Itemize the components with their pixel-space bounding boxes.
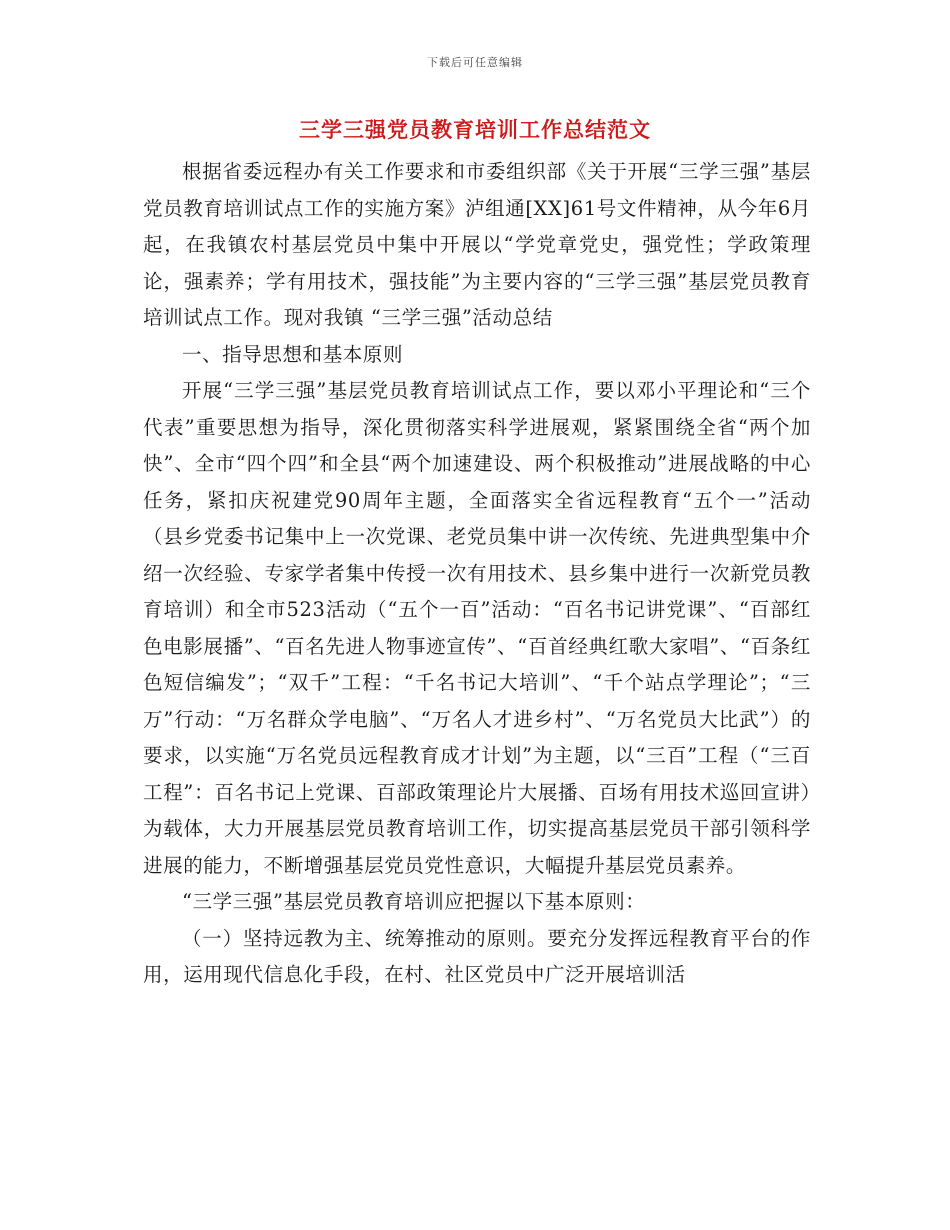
paragraph-intro: 根据省委远程办有关工作要求和市委组织部《关于开展“三学三强”基层党员教育培训试点工作的实施方案》泸组通[XX]61号文件精神，从今年6月起，在我镇农村基层党员中集中开展以“学党章党史，强党性；学政策理论，强素养；学有用技术，强技能”为主要内容的“三学三强”基层党员教育培训试点工作。现对我镇 “三学三强”活动总结	[143, 160, 811, 329]
header-note: 下载后可任意编辑	[427, 56, 523, 69]
document-body	[143, 154, 811, 994]
paragraph-principle-1: （一）坚持远教为主、统筹推动的原则。要充分发挥远程教育平台的作用，运用现代信息化手段，在村、社区党员中广泛开展培训活	[143, 926, 811, 986]
paragraph-principles-lead: “三学三强”基层党员教育培训应把握以下基本原则：	[182, 890, 646, 913]
section-heading-1: 一、指导思想和基本原则	[182, 342, 404, 366]
document-title: 三学三强党员教育培训工作总结范文	[299, 117, 651, 142]
paragraph-guiding-thought: 开展“三学三强”基层党员教育培训试点工作，要以邓小平理论和“三个代表”重要思想为指导，深化贯彻落实科学进展观，紧紧围绕全省“两个加快”、全市“四个四”和全县“两个加速建设、两个积极推动”进展战略的中心任务，紧扣庆祝建党90周年主题，全面落实全省远程教育“五个一”活动（县乡党委书记集中上一次党课、老党员集中讲一次传统、先进典型集中介绍一次经验、专家学者集中传授一次有用技术、县乡集中进行一次新党员教育培训）和全市523活动（“五个一百”活动：“百名书记讲党课”、“百部红色电影展播”、“百名先进人物事迹宣传”、“百首经典红歌大家唱”、“百条红色短信编发”；“双千”工程：“千名书记大培训”、“千个站点学理论”；“三万”行动：“万名群众学电脑”、“万名人才进乡村”、“万名党员大比武”）的要求，以实施“万名党员远程教育成才计划”为主题，以“三百”工程（“三百工程”：百名书记上党课、百部政策理论片大展播、百场有用技术巡回宣讲）为载体，大力开展基层党员教育培训工作，切实提高基层党员干部引领科学进展的能力，不断增强基层党员党性意识，大幅提升基层党员素养。	[143, 379, 811, 877]
